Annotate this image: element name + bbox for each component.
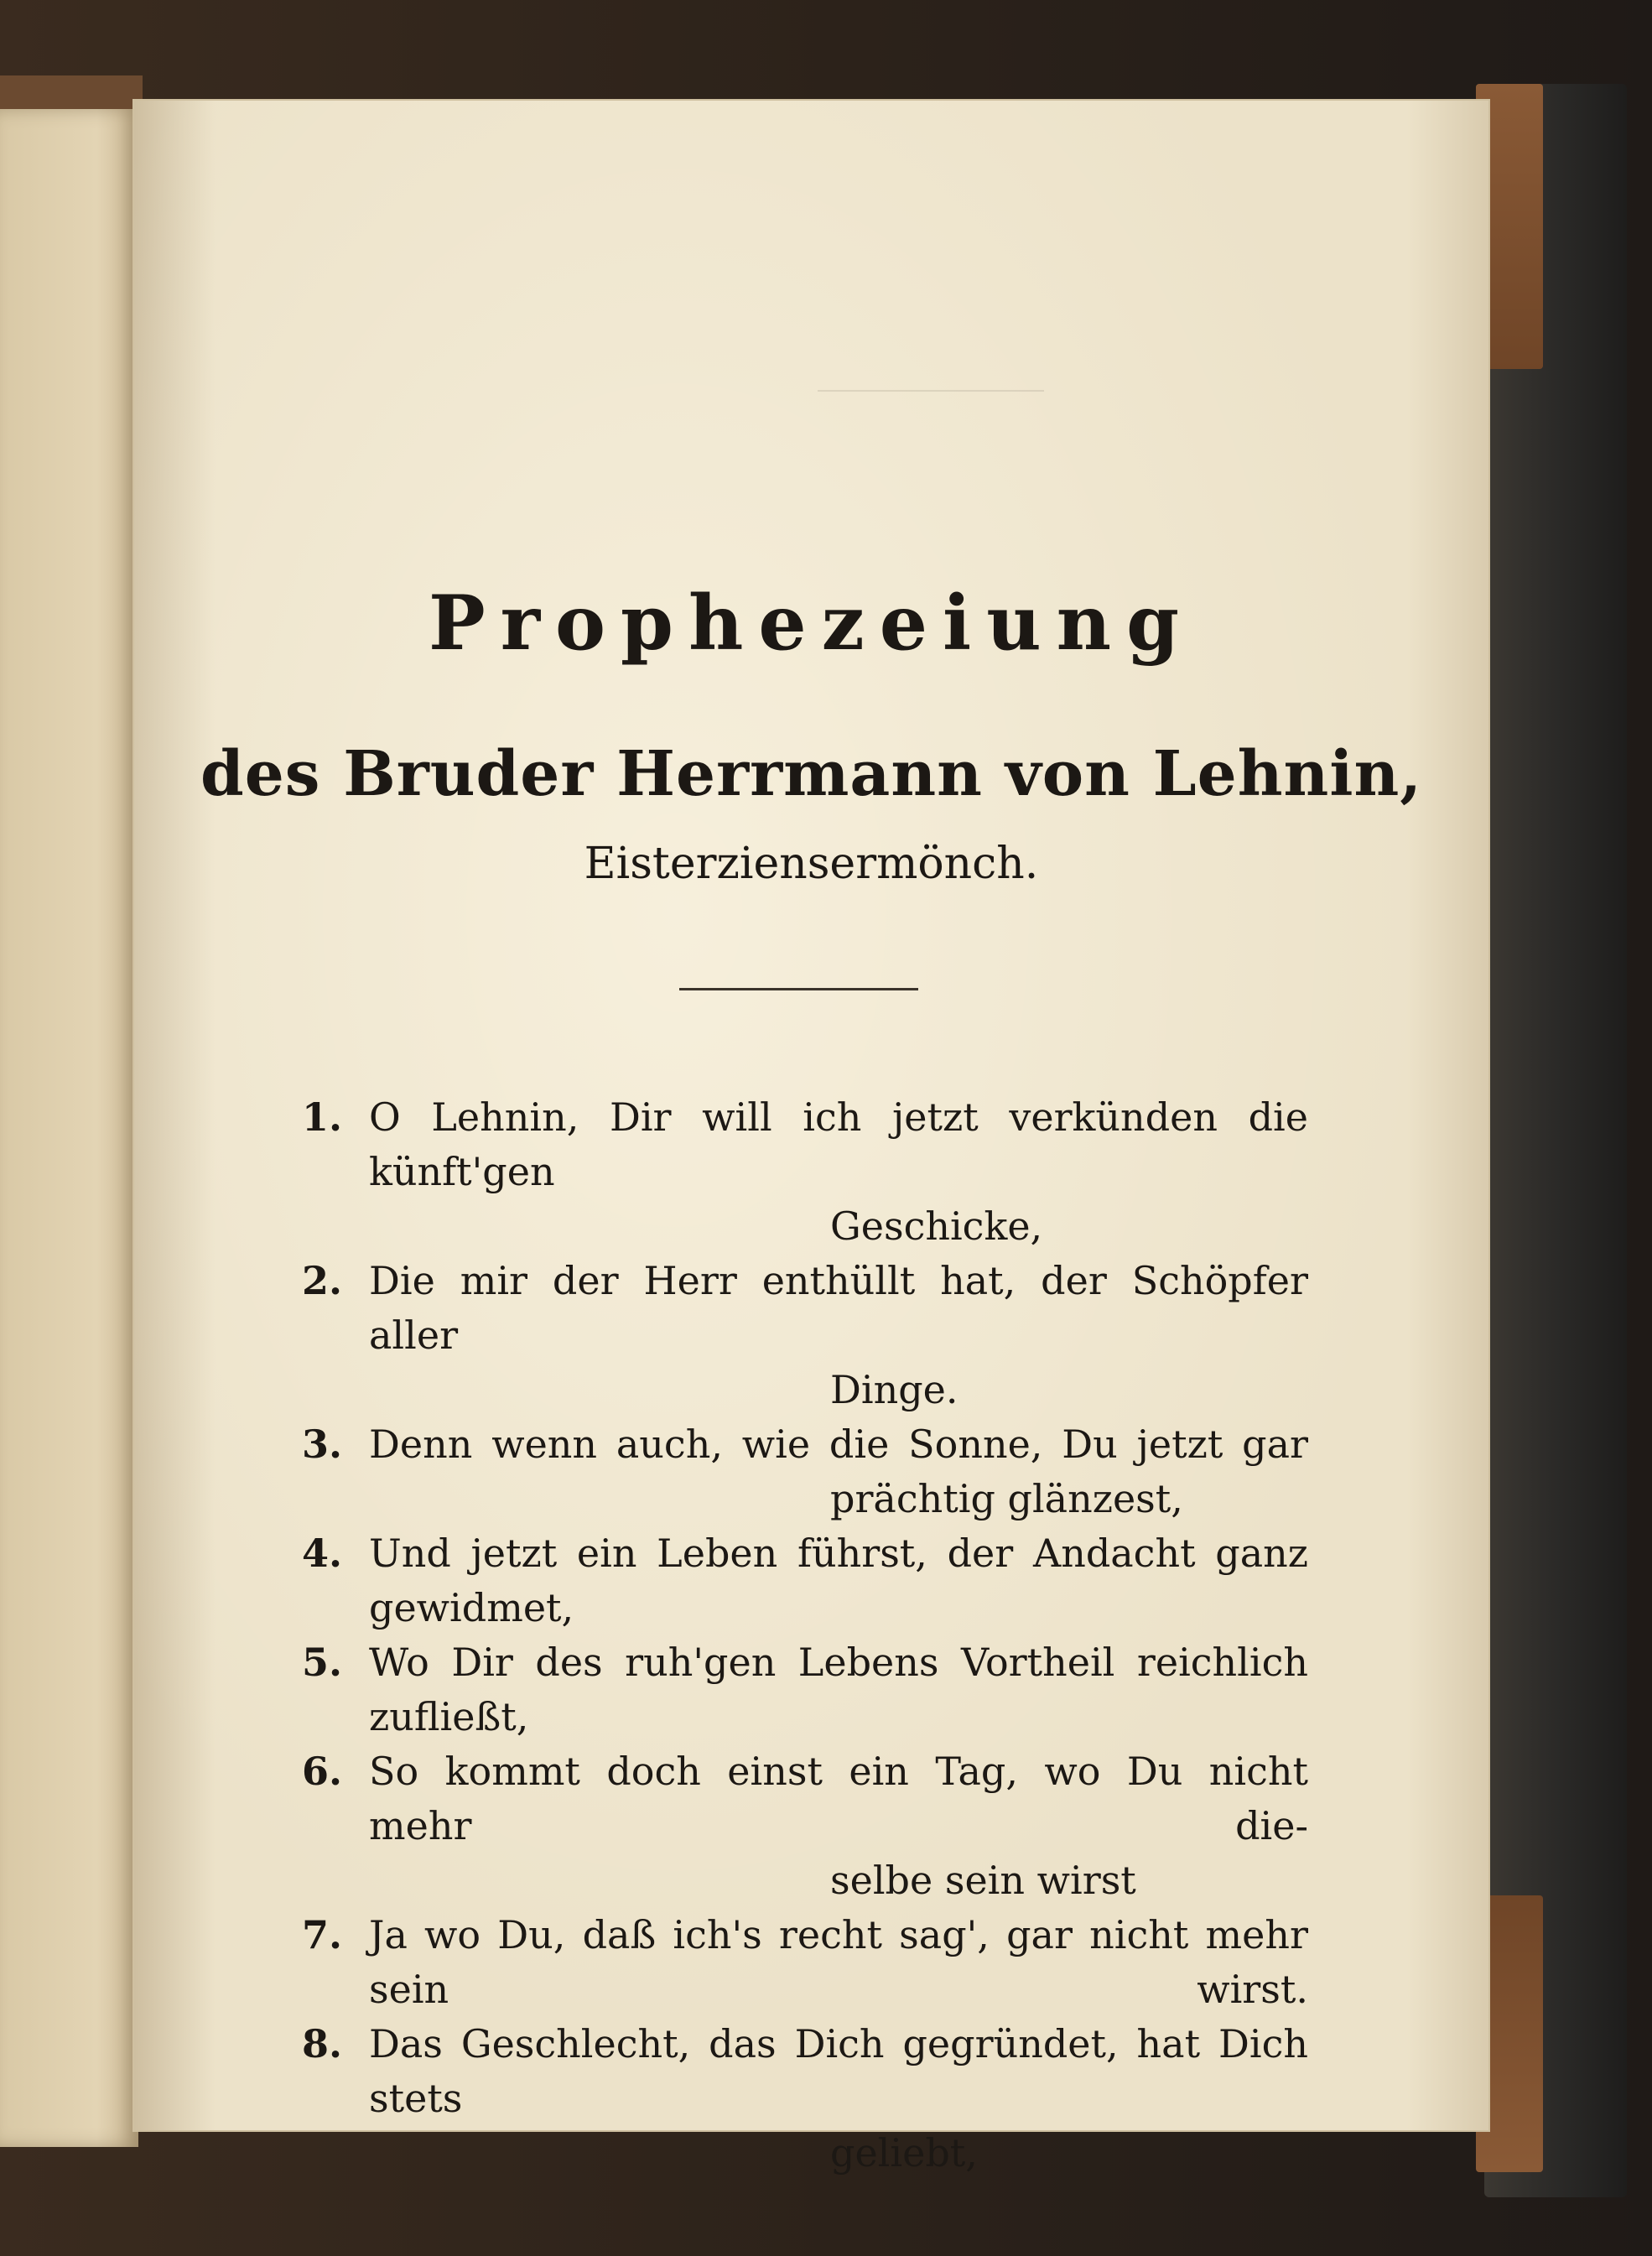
verse-number: 7. [302, 1912, 343, 1957]
left-page-edge [0, 109, 138, 2147]
verse-number: 1. [302, 1094, 343, 1140]
verse-5 [302, 1635, 1308, 1744]
verse-text: O Lehnin, Dir will ich jetzt verkünden die künft'gen [369, 1094, 1308, 1194]
page-number-rule [818, 390, 1044, 392]
verse-continuation: Dinge. [830, 1367, 958, 1412]
verse-text: Denn wenn auch, wie die Sonne, Du jetzt gar [369, 1422, 1308, 1467]
verse-number: 8. [302, 2021, 343, 2066]
verse-continuation: selbe sein wirst [830, 1858, 1136, 1903]
page-subsubtitle: Eisterziensermönch. [584, 839, 1039, 889]
verse-7 [302, 1908, 1308, 2017]
verse-number: 5. [302, 1640, 343, 1685]
book-spine-right [1484, 84, 1627, 2197]
verse-number: 2. [302, 1258, 343, 1303]
verse-text: Und jetzt ein Leben führst, der Andacht ganz gewidmet, [369, 1531, 1308, 1630]
page-subtitle: des Bruder Herrmann von Lehnin, [200, 738, 1423, 810]
verse-number: 4. [302, 1531, 343, 1576]
verse-number: 3. [302, 1422, 343, 1467]
verse-1 [302, 1090, 1308, 1254]
verse-text: Die mir der Herr enthüllt hat, der Schöpfer aller [369, 1258, 1308, 1358]
verse-continuation: prächtig glänzest, [830, 1476, 1183, 1521]
verse-8 [302, 2017, 1308, 2181]
page-title: Prophezeiung [428, 579, 1195, 668]
verse-text: Das Geschlecht, das Dich gegründet, hat Dich stets [369, 2021, 1308, 2121]
verse-list [302, 1090, 1308, 2181]
verse-number: 6. [302, 1749, 343, 1794]
verse-text: Wo Dir des ruh'gen Lebens Vortheil reichlich zufließt, [369, 1640, 1308, 1739]
verse-text: Ja wo Du, daß ich's recht sag', gar nicht mehr sein wirst. [369, 1912, 1308, 2012]
verse-2 [302, 1254, 1308, 1417]
verse-6 [302, 1744, 1308, 1908]
verse-4 [302, 1526, 1308, 1635]
verse-continuation: Geschicke, [830, 1203, 1043, 1249]
verse-text: So kommt doch einst ein Tag, wo Du nicht mehr die- [369, 1749, 1308, 1848]
verse-3 [302, 1417, 1308, 1526]
divider-rule [679, 988, 918, 990]
verse-continuation: geliebt, [830, 2130, 978, 2175]
